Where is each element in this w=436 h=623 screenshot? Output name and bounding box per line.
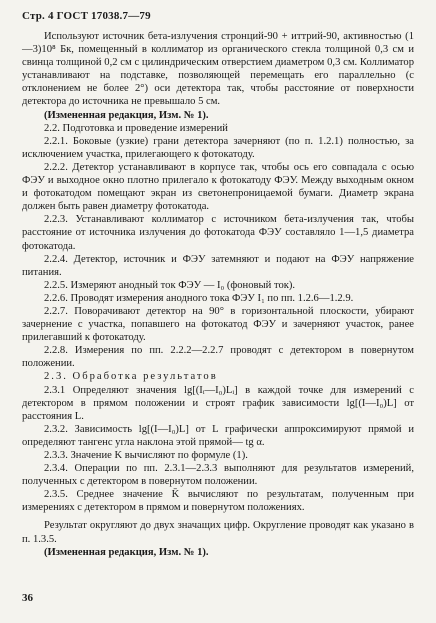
paragraph-rounding: Результат округляют до двух значащих цифр. Округление проводят как указано в п. 1.3.5. [22, 520, 414, 545]
paragraph-2-2-8: 2.2.8. Измерения по пп. 2.2.2—2.2.7 проводят с детектором в повернутом положении. [22, 345, 414, 370]
paragraph-2-2-2: 2.2.2. Детектор устанавливают в корпусе так, чтобы ось его совпадала с осью ФЭУ и выходное окно плотно прилегало к фотокатоду ФЭУ. Между выходным окном и фотокатодом помещают экран из светонепроницаемой бумаги. Диаметр экрана должен быть равен диаметру фотокатода. [22, 161, 414, 213]
paragraph-2-2-7: 2.2.7. Поворачивают детектор на 90° в горизонтальной плоскости, убирают зачернение с участка, попавшего на фотокатод ФЭУ и зачерняют участок, ранее прилегавший к фотокатоду. [22, 305, 414, 344]
section-heading-2-3: 2.3. Обработка результатов [44, 371, 218, 383]
paragraph-2-2-5: 2.2.5. Измеряют анодный ток ФЭУ — I₀ (фоновый ток). [44, 279, 296, 291]
paragraph-2-2-6: 2.2.6. Проводят измерения анодного тока ФЭУ I₁ по пп. 1.2.6—1.2.9. [44, 292, 354, 304]
paragraph-2-3-3: 2.3.3. Значение K вычисляют по формуле (1). [44, 450, 248, 461]
paragraph-2-3-4: 2.3.4. Операции по пп. 2.3.1—2.3.3 выполняют для результатов измерений, полученных с детектором в повернутом положении. [22, 463, 414, 488]
paragraph-2-3-5: 2.3.5. Среднее значение K̄ вычисляют по результатам, полученным при измерениях с детектором в прямом и повернутом положениях. [22, 489, 414, 514]
section-heading-2-2: 2.2. Подготовка и проведение измерений [44, 122, 228, 134]
page-number: 36 [22, 592, 33, 604]
paragraph-2-2-3: 2.2.3. Устанавливают коллиматор с источником бета-излучения так, чтобы расстояние от источника излучения до фотокатода ФЭУ составляло 1—1,5 диаметра фотокатода. [22, 214, 414, 252]
paragraph-source-description: Используют источник бета-излучения стронций-90 + иттрий-90, активностью (1—3)10⁸ Бк, помещенный в коллиматор из органического стекла толщиной 0,3 см и свинца толщиной 0,2 см с цилиндрическим отверстием диаметром 0,3 см. Коллиматор устанавливают на подставке, позволяющей перемещать его параллельно (с отклонением не более 2°) оси детектора так, чтобы расстояние от поверхности детектора до источника не превышало 5 см. [22, 31, 414, 108]
page-header: Стр. 4 ГОСТ 17038.7—79 [22, 10, 151, 22]
document-body [22, 30, 414, 559]
amendment-note: (Измененная редакция, Изм. № 1). [44, 109, 209, 121]
paragraph-2-2-4: 2.2.4. Детектор, источник и ФЭУ затемняют и подают на ФЭУ напряжение питания. [22, 253, 414, 278]
paragraph-2-3-2: 2.3.2. Зависимость lg[(I—I₀)L] от L графически аппроксимируют прямой и определяют тангенс угла наклона этой прямой— tg α. [22, 423, 414, 448]
paragraph-2-3-1: 2.3.1 Определяют значения lg[(Iᵢ—I₀)Lᵢ] в каждой точке для измерений с детектором в прямом положении и строят график зависимости lg[(I—I₀)L] от расстояния L. [22, 384, 414, 422]
amendment-note-final: (Измененная редакция, Изм. № 1). [44, 546, 209, 558]
paragraph-2-2-1: 2.2.1. Боковые (узкие) грани детектора зачерняют (по п. 1.2.1) полностью, за исключением участка, прилегающего к фотокатоду. [22, 135, 414, 160]
